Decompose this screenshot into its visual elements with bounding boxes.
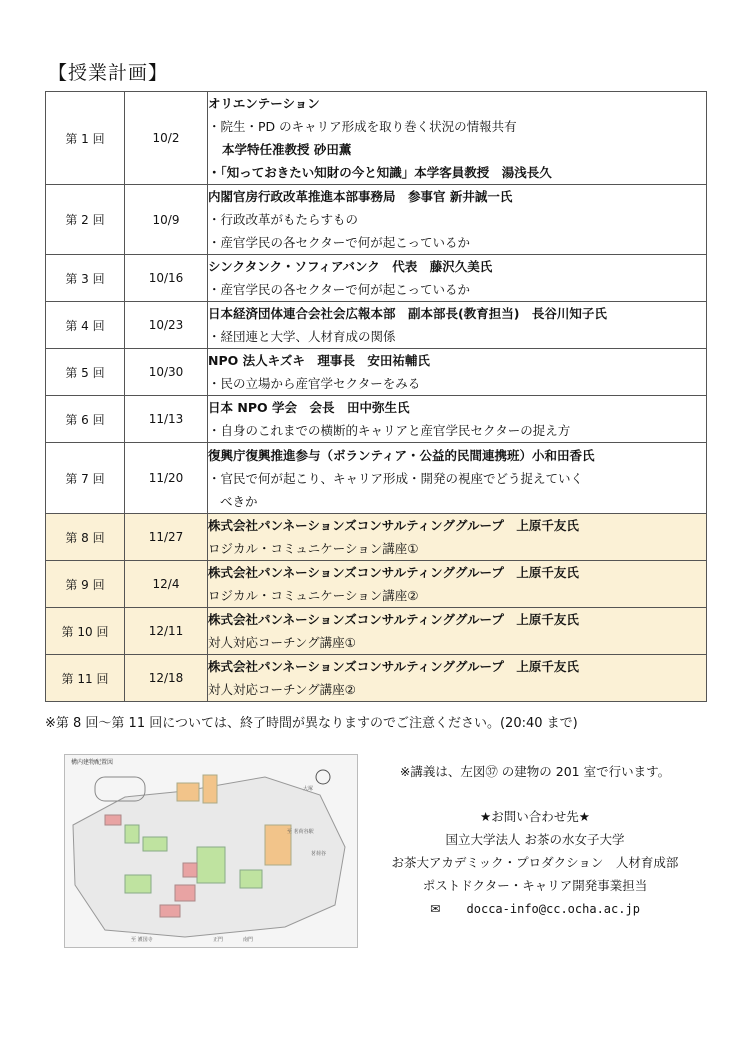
session-speaker: 株式会社パンネーションズコンサルティンググループ 上原千友氏	[208, 518, 579, 533]
campus-map-drawing	[65, 755, 357, 947]
session-date: 10/23	[125, 302, 208, 349]
session-topic: ・自身のこれまでの横断的キャリアと産官学民セクターの捉え方	[208, 423, 571, 438]
session-date: 12/4	[125, 561, 208, 608]
session-number: 第 11 回	[46, 655, 125, 702]
session-content	[208, 92, 707, 185]
session-topic: ・「知っておきたい知財の今と知識」本学客員教授 湯浅長久	[208, 165, 552, 180]
map-label: 茗荷谷	[311, 851, 327, 857]
session-speaker: 本学特任准教授 砂田薫	[222, 142, 352, 157]
table-row	[46, 514, 707, 561]
session-speaker: 株式会社パンネーションズコンサルティンググループ 上原千友氏	[208, 565, 579, 580]
session-number: 第 3 回	[46, 255, 125, 302]
session-topic: 対人対応コーチング講座①	[208, 635, 356, 650]
session-content	[208, 349, 707, 396]
session-date: 10/16	[125, 255, 208, 302]
building	[125, 825, 139, 843]
session-speaker: 株式会社パンネーションズコンサルティンググループ 上原千友氏	[208, 612, 579, 627]
session-date: 12/11	[125, 608, 208, 655]
table-row	[46, 349, 707, 396]
building	[197, 847, 225, 883]
session-number: 第 8 回	[46, 514, 125, 561]
session-date: 12/18	[125, 655, 208, 702]
building	[175, 885, 195, 901]
session-topic: ロジカル・コミュニケーション講座②	[208, 588, 419, 603]
map-label: 至 護国寺	[131, 937, 153, 943]
session-speaker: 復興庁復興推進参与（ボランティア・公益的民間連携班）小和田香氏	[208, 447, 595, 463]
table-row	[46, 608, 707, 655]
session-content	[208, 185, 707, 255]
contact-org: 国立大学法人 お茶の水女子大学	[445, 832, 625, 847]
session-topic: ロジカル・コミュニケーション講座①	[208, 541, 419, 556]
session-topic: ・経団連と大学、人材育成の関係	[208, 329, 396, 344]
table-row	[46, 302, 707, 349]
session-speaker: 日本経済団体連合会社会広報本部 副本部長(教育担当) 長谷川知子氏	[208, 306, 607, 321]
session-content	[208, 655, 707, 702]
map-label: 南門	[243, 937, 254, 943]
envelope-icon: ✉	[430, 901, 441, 916]
session-content	[208, 302, 707, 349]
table-row	[46, 185, 707, 255]
session-content	[208, 255, 707, 302]
building	[160, 905, 180, 917]
building	[240, 870, 262, 888]
session-number: 第 7 回	[46, 443, 125, 514]
table-row	[46, 396, 707, 443]
map-label: 至 茗荷谷駅	[287, 829, 314, 835]
session-topic: ・民の立場から産官学セクターをみる	[208, 376, 421, 391]
session-number: 第 9 回	[46, 561, 125, 608]
session-topic: ・院生・PD のキャリア形成を取り巻く状況の情報共有	[208, 119, 517, 134]
session-speaker: シンクタンク・ソフィアバンク 代表 藤沢久美氏	[208, 259, 493, 274]
session-date: 10/30	[125, 349, 208, 396]
building	[125, 875, 151, 893]
session-content	[208, 561, 707, 608]
page-title: 【授業計画】	[48, 62, 169, 84]
session-speaker: 内閣官房行政改革推進本部事務局 参事官 新井誠一氏	[208, 189, 513, 204]
session-topic: ・官民で何が起こり、キャリア形成・開発の視座でどう捉えていく	[208, 470, 584, 486]
building	[143, 837, 167, 851]
session-topic: ・産官学民の各セクターで何が起こっているか	[208, 235, 471, 250]
map-label: 正門	[213, 937, 224, 943]
contact-office: ポストドクター・キャリア開発事業担当	[422, 878, 648, 893]
lecture-room-note: ※講義は、左図㊲ の建物の 201 室で行います。	[399, 764, 671, 779]
contact-heading: ★お問い合わせ先★	[480, 809, 590, 824]
map-label: 大塚	[303, 786, 314, 792]
building	[183, 863, 197, 877]
table-row	[46, 561, 707, 608]
session-number: 第 10 回	[46, 608, 125, 655]
contact-block	[370, 805, 700, 921]
session-date: 11/27	[125, 514, 208, 561]
building	[203, 775, 217, 803]
table-row	[46, 655, 707, 702]
session-number: 第 4 回	[46, 302, 125, 349]
building	[177, 783, 199, 801]
session-speaker: 株式会社パンネーションズコンサルティンググループ 上原千友氏	[208, 659, 579, 674]
session-speaker: NPO 法人キズキ 理事長 安田祐輔氏	[208, 353, 430, 368]
session-number: 第 5 回	[46, 349, 125, 396]
map-title: 構内建物配置図	[71, 759, 114, 766]
session-date: 11/20	[125, 443, 208, 514]
schedule-table	[45, 91, 707, 702]
session-title: オリエンテーション	[208, 96, 320, 111]
session-content	[208, 608, 707, 655]
end-time-note: ※第 8 回〜第 11 回については、終了時間が異なりますのでご注意ください。(20:40 まで)	[45, 716, 578, 731]
table-row	[46, 92, 707, 185]
session-date: 10/9	[125, 185, 208, 255]
session-content	[208, 443, 707, 514]
session-content	[208, 396, 707, 443]
contact-dept: お茶大アカデミック・プロダクション 人材育成部	[391, 855, 679, 870]
session-date: 10/2	[125, 92, 208, 185]
session-topic: 対人対応コーチング講座②	[208, 682, 356, 697]
session-topic: ・産官学民の各セクターで何が起こっているか	[208, 282, 471, 297]
session-topic: べきか	[220, 493, 258, 509]
table-row	[46, 443, 707, 514]
session-date: 11/13	[125, 396, 208, 443]
session-number: 第 6 回	[46, 396, 125, 443]
building	[105, 815, 121, 825]
session-number: 第 2 回	[46, 185, 125, 255]
session-topic: ・行政改革がもたらすもの	[208, 212, 359, 227]
table-row	[46, 255, 707, 302]
session-number: 第 1 回	[46, 92, 125, 185]
campus-map	[64, 754, 358, 948]
session-speaker: 日本 NPO 学会 会長 田中弥生氏	[208, 400, 410, 415]
contact-email-line	[370, 897, 700, 921]
session-content	[208, 514, 707, 561]
contact-email[interactable]: docca-info@cc.ocha.ac.jp	[466, 902, 640, 916]
